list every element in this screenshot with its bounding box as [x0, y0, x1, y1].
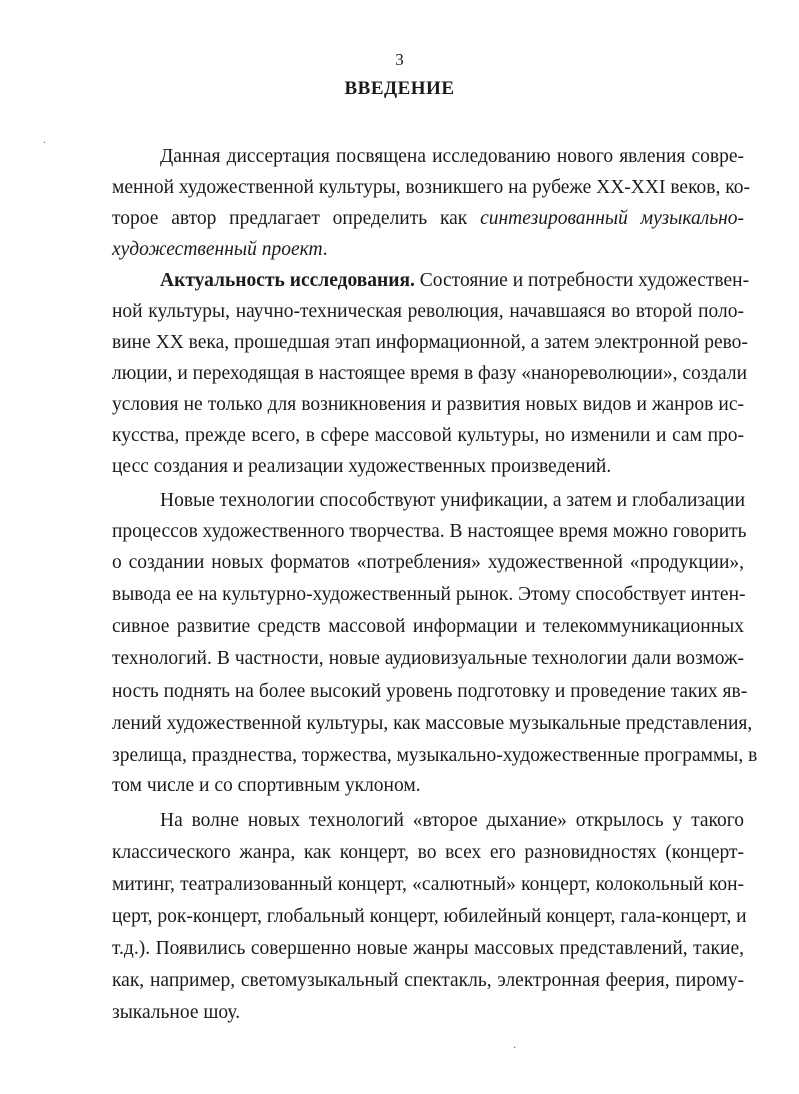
- italic-term: художественный проект: [112, 239, 323, 260]
- text-line: люции, и переходящая в настоящее время в фазу «нанореволюции», создали: [112, 363, 748, 384]
- text-line: зрелища, празднества, торжества, музыкально-художественные программы, в: [112, 745, 758, 766]
- text-span: Состояние и потребности художествен-: [414, 270, 750, 291]
- text-line: ность поднять на более высокий уровень подготовку и проведение таких яв-: [112, 681, 748, 702]
- text-line: менной художественной культуры, возникшего на рубеже XX-XXI веков, ко-: [112, 177, 750, 198]
- text-line: т.д.). Появились совершенно новые жанры массовых представлений, такие,: [112, 938, 744, 959]
- text-line: митинг, театрализованный концерт, «салютный» концерт, колокольный кон-: [112, 874, 744, 895]
- page-heading: ВВЕДЕНИЕ: [344, 78, 455, 99]
- scan-speck: ·: [43, 138, 47, 149]
- text-span: .: [322, 239, 328, 260]
- text-line: том числе и со спортивным уклоном.: [112, 775, 421, 796]
- text-line: вывода ее на культурно-художественный рынок. Этому способствует интен-: [112, 584, 746, 605]
- text-line: как, например, светомузыкальный спектакль, электронная феерия, пирому-: [112, 970, 744, 991]
- text-line: На волне новых технологий «второе дыхание» открылось у такого: [160, 810, 744, 831]
- text-line: [112, 204, 744, 234]
- text-line: [112, 235, 744, 265]
- text-line: лений художественной культуры, как массовые музыкальные представления,: [112, 713, 753, 734]
- text-line: условия не только для возникновения и развития новых видов и жанров ис-: [112, 394, 744, 415]
- italic-term: синтезированный музыкально-: [480, 208, 744, 229]
- section-lead: Актуальность исследования.: [160, 270, 415, 291]
- text-line: ной культуры, научно-техническая революция, начавшаяся во второй поло-: [112, 301, 744, 322]
- text-line: кусства, прежде всего, в сфере массовой культуры, но изменили и сам про-: [112, 425, 744, 446]
- text-line: о создании новых форматов «потребления» художественной «продукции»,: [112, 552, 744, 573]
- text-line: [160, 266, 750, 296]
- text-span: торое автор предлагает определить как: [112, 208, 481, 229]
- text-line: Новые технологии способствуют унификации, а затем и глобализации: [160, 490, 746, 511]
- text-line: классического жанра, как концерт, во всех его разновидностях (концерт-: [112, 842, 744, 863]
- text-line: зыкальное шоу.: [112, 1002, 241, 1023]
- text-line: церт, рок-концерт, глобальный концерт, юбилейный концерт, гала-концерт, и: [112, 906, 747, 927]
- text-line: цесс создания и реализации художественных произведений.: [112, 456, 612, 477]
- scan-speck: ·: [513, 1043, 517, 1054]
- text-line: процессов художественного творчества. В настоящее время можно говорить: [112, 521, 747, 542]
- text-line: вине XX века, прошедшая этап информационной, а затем электронной рево-: [112, 332, 748, 353]
- text-line: сивное развитие средств массовой информации и телекоммуникационных: [112, 616, 744, 637]
- text-line: технологий. В частности, новые аудиовизуальные технологии дали возмож-: [112, 648, 744, 669]
- text-line: Данная диссертация посвящена исследованию нового явления совре-: [160, 146, 744, 167]
- page-number: 3: [395, 50, 404, 69]
